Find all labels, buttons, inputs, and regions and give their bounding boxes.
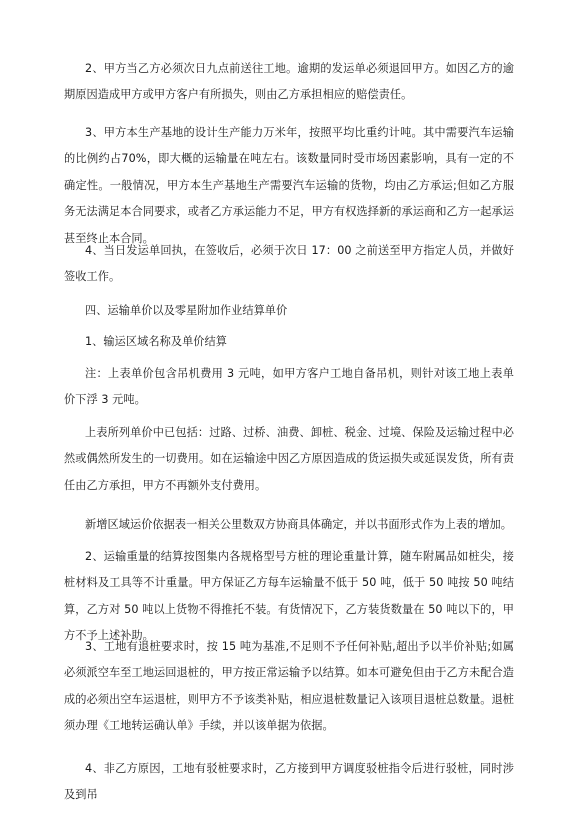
- paragraph-new-region-pricing: 新增区域运价依据表一相关公里数双方协商具体确定，并以书面形式作为上表的增加。: [85, 518, 513, 531]
- paragraph-pile-return: 3、工地有退桩要求时，按 15 吨为基准,不足则不予任何补贴,超出予以半价补贴;如属必须派空车至工地运回退桩的，甲方按正常运输予以结算。如本可避免但由于乙方未配合造成的必须出空车运退桩，则甲方不予该类补贴，相应退桩数量记入该项目退桩总数量。退桩须办理《工地转运确认单》手续，并以该单据为依据。: [64, 640, 514, 733]
- paragraph-receipt-return: 4、当日发运单回执，在签收后，必须于次日 17：00 之前送至甲方指定人员，并做好签收工作。: [64, 244, 514, 284]
- paragraph-pile-transfer: 4、非乙方原因，工地有驳桩要求时，乙方接到甲方调度驳桩指令后进行驳桩，同时涉及到吊: [64, 762, 514, 802]
- paragraph-weight-settlement: 2、运输重量的结算按图集内各规格型号方桩的理论重量计算，随车附属品如桩尖，接桩材料及工具等不计重量。甲方保证乙方每车运输量不低于 50 吨，低于 50 吨按 50 吨结算，乙方对 50 吨以上货物不得推托不装。有货情况下，乙方装货数量在 50 吨以下的，甲方不予上述补助。: [64, 550, 514, 643]
- paragraph-crane-note: 注：上表单价包含吊机费用 3 元吨，如甲方客户工地自备吊机，则针对该工地上表单价下浮 3 元吨。: [64, 367, 514, 407]
- section-heading-unit-price: 四、运输单价以及零星附加作业结算单价: [85, 304, 288, 317]
- paragraph-delivery-deadline: 2、甲方当乙方必须次日九点前送往工地。逾期的发运单必须退回甲方。如因乙方的逾期原因造成甲方或甲方客户有所损失，则由乙方承担相应的赔偿责任。: [64, 62, 514, 102]
- subheading-region-price: 1、输运区域名称及单价结算: [85, 335, 228, 348]
- paragraph-production-capacity: 3、甲方本生产基地的设计生产能力万米年，按照平均比重约计吨。其中需要汽车运输的比例约占70%，即大概的运输量在吨左右。该数量同时受市场因素影响，具有一定的不确定性。一般情况，甲方本生产基地生产需要汽车运输的货物，均由乙方承运;但如乙方服务无法满足本合同要求，或者乙方承运能力不足，甲方有权选择新的承运商和乙方一起承运甚至终止本合同。: [64, 126, 514, 245]
- paragraph-included-costs: 上表所列单价中已包括：过路、过桥、油费、卸桩、税金、过境、保险及运输过程中必然或偶然所发生的一切费用。如在运输途中因乙方原因造成的货运损失或延误发货，所有责任由乙方承担，甲方不再额外支付费用。: [64, 426, 514, 492]
